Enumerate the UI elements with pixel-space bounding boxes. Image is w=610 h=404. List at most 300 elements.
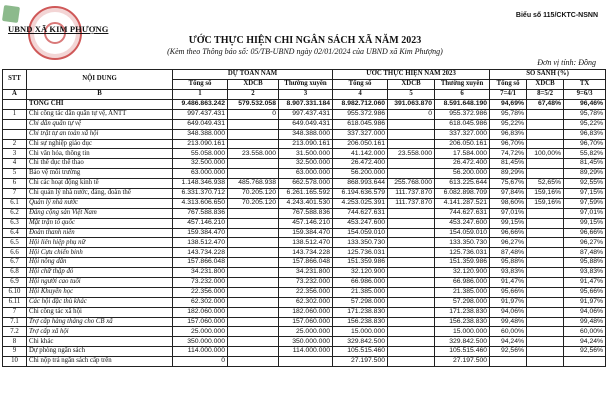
table-row	[3, 109, 606, 119]
dt-thuong-xuyen: 31.500.000	[279, 149, 333, 159]
uth-tong-so: 27.197.500	[333, 357, 388, 367]
pct-tx: 95,78%	[564, 109, 606, 119]
pct-tong-so	[490, 357, 527, 367]
header-xdcb-3: XDCB	[527, 80, 564, 90]
uth-thuong-xuyen: 17.584.000	[435, 149, 490, 159]
uth-tong-so: 133.350.730	[333, 238, 388, 248]
row-stt: 6.7	[3, 258, 27, 268]
row-name: TỔNG CHI	[27, 100, 173, 110]
row-stt: 7	[3, 189, 27, 199]
row-name: Chi công tác xã hội	[27, 307, 173, 317]
uth-xdcb	[388, 278, 435, 288]
header-xdcb: XDCB	[228, 80, 279, 90]
row-stt: 6	[3, 179, 27, 189]
pct-tong-so: 94,69%	[490, 100, 527, 110]
header-thuong-xuyen-2: Thường xuyên	[435, 80, 490, 90]
pct-xdcb	[527, 129, 564, 139]
dt-xdcb: 579.532.058	[228, 100, 279, 110]
uth-tong-so: 154.059.010	[333, 228, 388, 238]
pct-tong-so: 94,24%	[490, 337, 527, 347]
pct-tong-so: 99,15%	[490, 218, 527, 228]
pct-tong-so: 74,72%	[490, 149, 527, 159]
pct-tx: 97,01%	[564, 208, 606, 218]
page-title: ƯỚC THỰC HIỆN CHI NGÂN SÁCH XÃ NĂM 2023	[188, 35, 422, 46]
uth-tong-so: 105.515.460	[333, 347, 388, 357]
dt-xdcb	[228, 278, 279, 288]
table-row	[3, 100, 606, 110]
uth-tong-so: 57.298.000	[333, 297, 388, 307]
dt-thuong-xuyen: 4.243.401.530	[279, 198, 333, 208]
dt-thuong-xuyen: 159.384.470	[279, 228, 333, 238]
dt-xdcb	[228, 307, 279, 317]
dt-tong-so: 55.058.000	[173, 149, 228, 159]
uth-xdcb	[388, 357, 435, 367]
pct-tong-so: 96,27%	[490, 238, 527, 248]
dt-thuong-xuyen: 143.734.228	[279, 248, 333, 258]
dt-tong-so: 9.486.863.242	[173, 100, 228, 110]
pct-xdcb	[527, 208, 564, 218]
pct-tong-so: 91,47%	[490, 278, 527, 288]
index-row	[3, 90, 606, 100]
dt-xdcb	[228, 327, 279, 337]
dt-thuong-xuyen: 767.588.836	[279, 208, 333, 218]
uth-xdcb	[388, 307, 435, 317]
header-xdcb-2: XDCB	[388, 80, 435, 90]
pct-tong-so: 96,70%	[490, 139, 527, 149]
pct-tong-so: 98,60%	[490, 198, 527, 208]
dt-thuong-xuyen: 8.907.331.184	[279, 100, 333, 110]
page-subtitle: (Kèm theo Thông báo số: 05/TB-UBND ngày 02/01/2024 của UBND xã Kim Phượng)	[167, 47, 443, 56]
row-name: Quản lý nhà nước	[27, 198, 173, 208]
pct-tx: 99,15%	[564, 218, 606, 228]
pct-tong-so: 96,66%	[490, 228, 527, 238]
table-row	[3, 238, 606, 248]
pct-xdcb	[527, 317, 564, 327]
dt-tong-so: 143.734.228	[173, 248, 228, 258]
row-stt: 3	[3, 149, 27, 159]
uth-tong-so: 337.327.000	[333, 129, 388, 139]
dt-thuong-xuyen: 62.302.000	[279, 297, 333, 307]
uth-tong-so: 955.372.986	[333, 109, 388, 119]
header-stt: STT	[3, 70, 27, 90]
dt-thuong-xuyen: 32.500.000	[279, 159, 333, 169]
pct-xdcb	[527, 347, 564, 357]
row-stt	[3, 119, 27, 129]
pct-tong-so: 97,84%	[490, 189, 527, 199]
pct-tong-so: 60,00%	[490, 327, 527, 337]
uth-thuong-xuyen: 453.247.600	[435, 218, 490, 228]
header-tong-so: Tổng số	[173, 80, 228, 90]
uth-xdcb	[388, 139, 435, 149]
uth-thuong-xuyen: 955.372.986	[435, 109, 490, 119]
pct-xdcb	[527, 297, 564, 307]
uth-xdcb	[388, 159, 435, 169]
pct-xdcb: 159,16%	[527, 198, 564, 208]
uth-tong-so: 744.627.631	[333, 208, 388, 218]
table-row	[3, 228, 606, 238]
table-row	[3, 327, 606, 337]
table-row	[3, 337, 606, 347]
pct-tong-so: 92,56%	[490, 347, 527, 357]
dt-xdcb	[228, 287, 279, 297]
pct-tx: 89,29%	[564, 169, 606, 179]
uth-thuong-xuyen: 27.197.500	[435, 357, 490, 367]
pct-tx: 95,88%	[564, 258, 606, 268]
dt-tong-so: 350.000.000	[173, 337, 228, 347]
row-name: Hội Khuyến học	[27, 287, 173, 297]
pct-xdcb	[527, 337, 564, 347]
header-uoc-thuc-hien: ƯỚC THỰC HIỆN NĂM 2023	[333, 70, 490, 80]
pct-xdcb: 100,00%	[527, 149, 564, 159]
row-stt: 6.1	[3, 198, 27, 208]
pct-xdcb	[527, 287, 564, 297]
pct-tx: 87,48%	[564, 248, 606, 258]
dt-thuong-xuyen: 348.388.000	[279, 129, 333, 139]
row-name: Trợ cấp hàng tháng cho CB xã	[27, 317, 173, 327]
table-row	[3, 198, 606, 208]
uth-tong-so: 21.385.000	[333, 287, 388, 297]
row-name: Chi sự nghiệp giáo dục	[27, 139, 173, 149]
uth-thuong-xuyen: 613.225.644	[435, 179, 490, 189]
table-row	[3, 297, 606, 307]
uth-thuong-xuyen: 21.385.000	[435, 287, 490, 297]
row-name: Mặt trận tổ quốc	[27, 218, 173, 228]
dt-thuong-xuyen: 213.090.161	[279, 139, 333, 149]
pct-tx: 92,55%	[564, 179, 606, 189]
pct-tong-so: 96,83%	[490, 129, 527, 139]
uth-thuong-xuyen: 125.736.031	[435, 248, 490, 258]
pct-tx: 93,83%	[564, 268, 606, 278]
pct-tong-so: 94,06%	[490, 307, 527, 317]
pct-tong-so: 89,29%	[490, 169, 527, 179]
uth-xdcb: 391.063.870	[388, 100, 435, 110]
uth-tong-so: 125.736.031	[333, 248, 388, 258]
dt-tong-so: 32.500.000	[173, 159, 228, 169]
dt-tong-so: 63.000.000	[173, 169, 228, 179]
dt-xdcb	[228, 119, 279, 129]
row-stt	[3, 129, 27, 139]
uth-tong-so: 618.045.986	[333, 119, 388, 129]
dt-xdcb	[228, 139, 279, 149]
pct-xdcb	[527, 327, 564, 337]
pct-tx: 94,24%	[564, 337, 606, 347]
uth-xdcb	[388, 208, 435, 218]
dt-tong-so: 649.049.431	[173, 119, 228, 129]
pct-tx: 81,45%	[564, 159, 606, 169]
uth-thuong-xuyen: 15.000.000	[435, 327, 490, 337]
index-cell: A	[3, 90, 27, 100]
uth-thuong-xuyen: 337.327.000	[435, 129, 490, 139]
row-stt: 6.5	[3, 238, 27, 248]
header-tx: TX	[564, 80, 606, 90]
row-name: Chi dân quân tự vệ	[27, 119, 173, 129]
dt-tong-so: 182.060.000	[173, 307, 228, 317]
uth-tong-so: 868.993.644	[333, 179, 388, 189]
uth-thuong-xuyen: 57.298.000	[435, 297, 490, 307]
pct-tx: 96,46%	[564, 100, 606, 110]
pct-tong-so: 75,67%	[490, 179, 527, 189]
dt-xdcb	[228, 347, 279, 357]
table-row	[3, 129, 606, 139]
uth-xdcb	[388, 317, 435, 327]
uth-xdcb	[388, 218, 435, 228]
uth-thuong-xuyen: 4.141.287.521	[435, 198, 490, 208]
pct-xdcb	[527, 218, 564, 228]
uth-thuong-xuyen: 66.986.000	[435, 278, 490, 288]
dt-xdcb	[228, 248, 279, 258]
dt-xdcb	[228, 317, 279, 327]
uth-xdcb: 111.737.870	[388, 189, 435, 199]
row-stt: 9	[3, 347, 27, 357]
header-noi-dung: NỘI DUNG	[27, 70, 173, 90]
row-stt: 6.9	[3, 278, 27, 288]
dt-thuong-xuyen: 997.437.431	[279, 109, 333, 119]
uth-tong-so: 32.120.900	[333, 268, 388, 278]
uth-thuong-xuyen: 6.082.898.709	[435, 189, 490, 199]
index-cell: 2	[228, 90, 279, 100]
table-row	[3, 307, 606, 317]
uth-tong-so: 41.142.000	[333, 149, 388, 159]
dt-thuong-xuyen: 649.049.431	[279, 119, 333, 129]
row-stt: 5	[3, 169, 27, 179]
dt-tong-so: 25.000.000	[173, 327, 228, 337]
table-row	[3, 248, 606, 258]
dt-tong-so: 348.388.000	[173, 129, 228, 139]
dt-tong-so: 457.146.210	[173, 218, 228, 228]
uth-xdcb: 255.768.000	[388, 179, 435, 189]
dt-thuong-xuyen: 457.146.210	[279, 218, 333, 228]
table-row	[3, 179, 606, 189]
pct-tx: 96,83%	[564, 129, 606, 139]
pct-tx: 91,47%	[564, 278, 606, 288]
dt-xdcb	[228, 228, 279, 238]
row-name: Chi khác	[27, 337, 173, 347]
row-name: Trợ cấp xã hội	[27, 327, 173, 337]
row-name: Hội Cựu chiến binh	[27, 248, 173, 258]
pct-tong-so: 81,45%	[490, 159, 527, 169]
row-stt: 6.11	[3, 297, 27, 307]
uth-xdcb	[388, 248, 435, 258]
header-thuong-xuyen: Thường xuyên	[279, 80, 333, 90]
dt-tong-so: 114.000.000	[173, 347, 228, 357]
dt-tong-so: 138.512.470	[173, 238, 228, 248]
org-name: UBND XÃ KIM PHƯỢNG	[8, 24, 109, 34]
dt-thuong-xuyen: 114.000.000	[279, 347, 333, 357]
uth-tong-so: 26.472.400	[333, 159, 388, 169]
index-cell: 5	[388, 90, 435, 100]
pct-xdcb	[527, 109, 564, 119]
row-stt: 2	[3, 139, 27, 149]
pct-tong-so: 95,88%	[490, 258, 527, 268]
row-stt: 6.10	[3, 287, 27, 297]
dt-tong-so: 34.231.800	[173, 268, 228, 278]
row-name: Đảng cộng sản Việt Nam	[27, 208, 173, 218]
pct-xdcb	[527, 357, 564, 367]
index-cell: 1	[173, 90, 228, 100]
uth-thuong-xuyen: 744.627.631	[435, 208, 490, 218]
row-stt: 1	[3, 109, 27, 119]
uth-thuong-xuyen: 56.200.000	[435, 169, 490, 179]
header-ts: Tổng số	[490, 80, 527, 90]
row-name: Hội chữ thập đỏ	[27, 268, 173, 278]
pct-tong-so: 91,97%	[490, 297, 527, 307]
pct-xdcb: 159,16%	[527, 189, 564, 199]
uth-thuong-xuyen: 133.350.730	[435, 238, 490, 248]
pct-xdcb	[527, 228, 564, 238]
pct-tx: 60,00%	[564, 327, 606, 337]
dt-xdcb: 70.205.120	[228, 198, 279, 208]
pct-tx: 96,27%	[564, 238, 606, 248]
uth-xdcb	[388, 297, 435, 307]
index-cell: 4	[333, 90, 388, 100]
row-name: Chi văn hóa, thông tin	[27, 149, 173, 159]
uth-xdcb	[388, 238, 435, 248]
index-cell: 3	[279, 90, 333, 100]
uth-xdcb	[388, 347, 435, 357]
dt-thuong-xuyen: 662.578.000	[279, 179, 333, 189]
pct-tx: 97,15%	[564, 189, 606, 199]
pct-tong-so: 99,48%	[490, 317, 527, 327]
row-name: Đoàn thanh niên	[27, 228, 173, 238]
pct-tong-so: 95,78%	[490, 109, 527, 119]
dt-thuong-xuyen: 22.356.000	[279, 287, 333, 297]
uth-xdcb	[388, 258, 435, 268]
dt-tong-so: 157.866.048	[173, 258, 228, 268]
dt-xdcb	[228, 159, 279, 169]
row-name: Chi quản lý nhà nước, đảng, đoàn thể	[27, 189, 173, 199]
table-row	[3, 268, 606, 278]
pct-xdcb	[527, 119, 564, 129]
header-du-toan: DỰ TOÁN NĂM	[173, 70, 333, 80]
uth-thuong-xuyen: 154.059.010	[435, 228, 490, 238]
logo-icon	[2, 5, 20, 23]
row-name: Hội người cao tuổi	[27, 278, 173, 288]
uth-tong-so: 56.200.000	[333, 169, 388, 179]
uth-thuong-xuyen: 26.472.400	[435, 159, 490, 169]
pct-xdcb	[527, 268, 564, 278]
uth-tong-so: 4.253.025.391	[333, 198, 388, 208]
index-cell: 7=4/1	[490, 90, 527, 100]
header-row-1	[3, 70, 606, 80]
dt-xdcb	[228, 169, 279, 179]
uth-xdcb	[388, 169, 435, 179]
table-row	[3, 287, 606, 297]
uth-tong-so: 15.000.000	[333, 327, 388, 337]
row-stt: 7.2	[3, 327, 27, 337]
uth-tong-so: 6.194.636.579	[333, 189, 388, 199]
table-row	[3, 159, 606, 169]
pct-tx: 95,66%	[564, 287, 606, 297]
dt-tong-so: 73.232.000	[173, 278, 228, 288]
uth-xdcb	[388, 119, 435, 129]
pct-xdcb: 67,48%	[527, 100, 564, 110]
index-cell: B	[27, 90, 173, 100]
uth-xdcb	[388, 287, 435, 297]
dt-thuong-xuyen: 157.060.000	[279, 317, 333, 327]
dt-tong-so: 159.384.470	[173, 228, 228, 238]
pct-tong-so: 87,48%	[490, 248, 527, 258]
dt-tong-so: 1.148.346.938	[173, 179, 228, 189]
dt-thuong-xuyen: 182.060.000	[279, 307, 333, 317]
dt-xdcb	[228, 268, 279, 278]
row-name: Hội liên hiệp phụ nữ	[27, 238, 173, 248]
dt-thuong-xuyen: 157.866.048	[279, 258, 333, 268]
row-name: Bảo vệ môi trường	[27, 169, 173, 179]
table-row	[3, 317, 606, 327]
row-name: Chi thể dục thể thao	[27, 159, 173, 169]
dt-thuong-xuyen: 350.000.000	[279, 337, 333, 347]
pct-xdcb	[527, 169, 564, 179]
uth-thuong-xuyen: 32.120.900	[435, 268, 490, 278]
pct-xdcb: 52,65%	[527, 179, 564, 189]
uth-xdcb: 23.558.000	[388, 149, 435, 159]
pct-xdcb	[527, 307, 564, 317]
pct-tong-so: 93,83%	[490, 268, 527, 278]
dt-xdcb: 23.558.000	[228, 149, 279, 159]
pct-tx: 99,48%	[564, 317, 606, 327]
pct-xdcb	[527, 139, 564, 149]
row-name: Các hội đặc thù khác	[27, 297, 173, 307]
uth-thuong-xuyen: 151.359.986	[435, 258, 490, 268]
dt-tong-so: 62.302.000	[173, 297, 228, 307]
table-row	[3, 189, 606, 199]
row-name: Chi trật tự an toàn xã hội	[27, 129, 173, 139]
table-row	[3, 149, 606, 159]
row-name: Hội nông dân	[27, 258, 173, 268]
table-row	[3, 218, 606, 228]
table-row	[3, 278, 606, 288]
uth-tong-so: 206.050.161	[333, 139, 388, 149]
pct-xdcb	[527, 238, 564, 248]
uth-thuong-xuyen: 8.591.648.190	[435, 100, 490, 110]
dt-thuong-xuyen: 63.000.000	[279, 169, 333, 179]
dt-xdcb	[228, 258, 279, 268]
pct-tx: 95,22%	[564, 119, 606, 129]
row-name: Dự phòng ngân sách	[27, 347, 173, 357]
pct-tx: 96,70%	[564, 139, 606, 149]
uth-thuong-xuyen: 618.045.986	[435, 119, 490, 129]
index-cell: 9=6/3	[564, 90, 606, 100]
row-stt: 6.2	[3, 208, 27, 218]
index-cell: 6	[435, 90, 490, 100]
table-row	[3, 208, 606, 218]
uth-tong-so: 329.842.500	[333, 337, 388, 347]
pct-xdcb	[527, 278, 564, 288]
row-stt: 6.8	[3, 268, 27, 278]
uth-tong-so: 453.247.600	[333, 218, 388, 228]
uth-thuong-xuyen: 156.238.830	[435, 317, 490, 327]
dt-tong-so: 22.356.000	[173, 287, 228, 297]
dt-xdcb	[228, 208, 279, 218]
uth-xdcb	[388, 129, 435, 139]
dt-xdcb	[228, 297, 279, 307]
uth-tong-so: 66.986.000	[333, 278, 388, 288]
header-so-sanh: SO SÁNH (%)	[490, 70, 606, 80]
table-row	[3, 357, 606, 367]
pct-tx: 97,59%	[564, 198, 606, 208]
dt-thuong-xuyen: 34.231.800	[279, 268, 333, 278]
table-body	[3, 100, 606, 367]
uth-xdcb: 0	[388, 109, 435, 119]
pct-tx: 91,97%	[564, 297, 606, 307]
row-stt: 6.6	[3, 248, 27, 258]
header-tong-so-2: Tổng số	[333, 80, 388, 90]
dt-xdcb	[228, 337, 279, 347]
row-stt: 6.4	[3, 228, 27, 238]
table-row	[3, 258, 606, 268]
uth-tong-so: 171.238.830	[333, 307, 388, 317]
budget-table	[2, 69, 606, 367]
